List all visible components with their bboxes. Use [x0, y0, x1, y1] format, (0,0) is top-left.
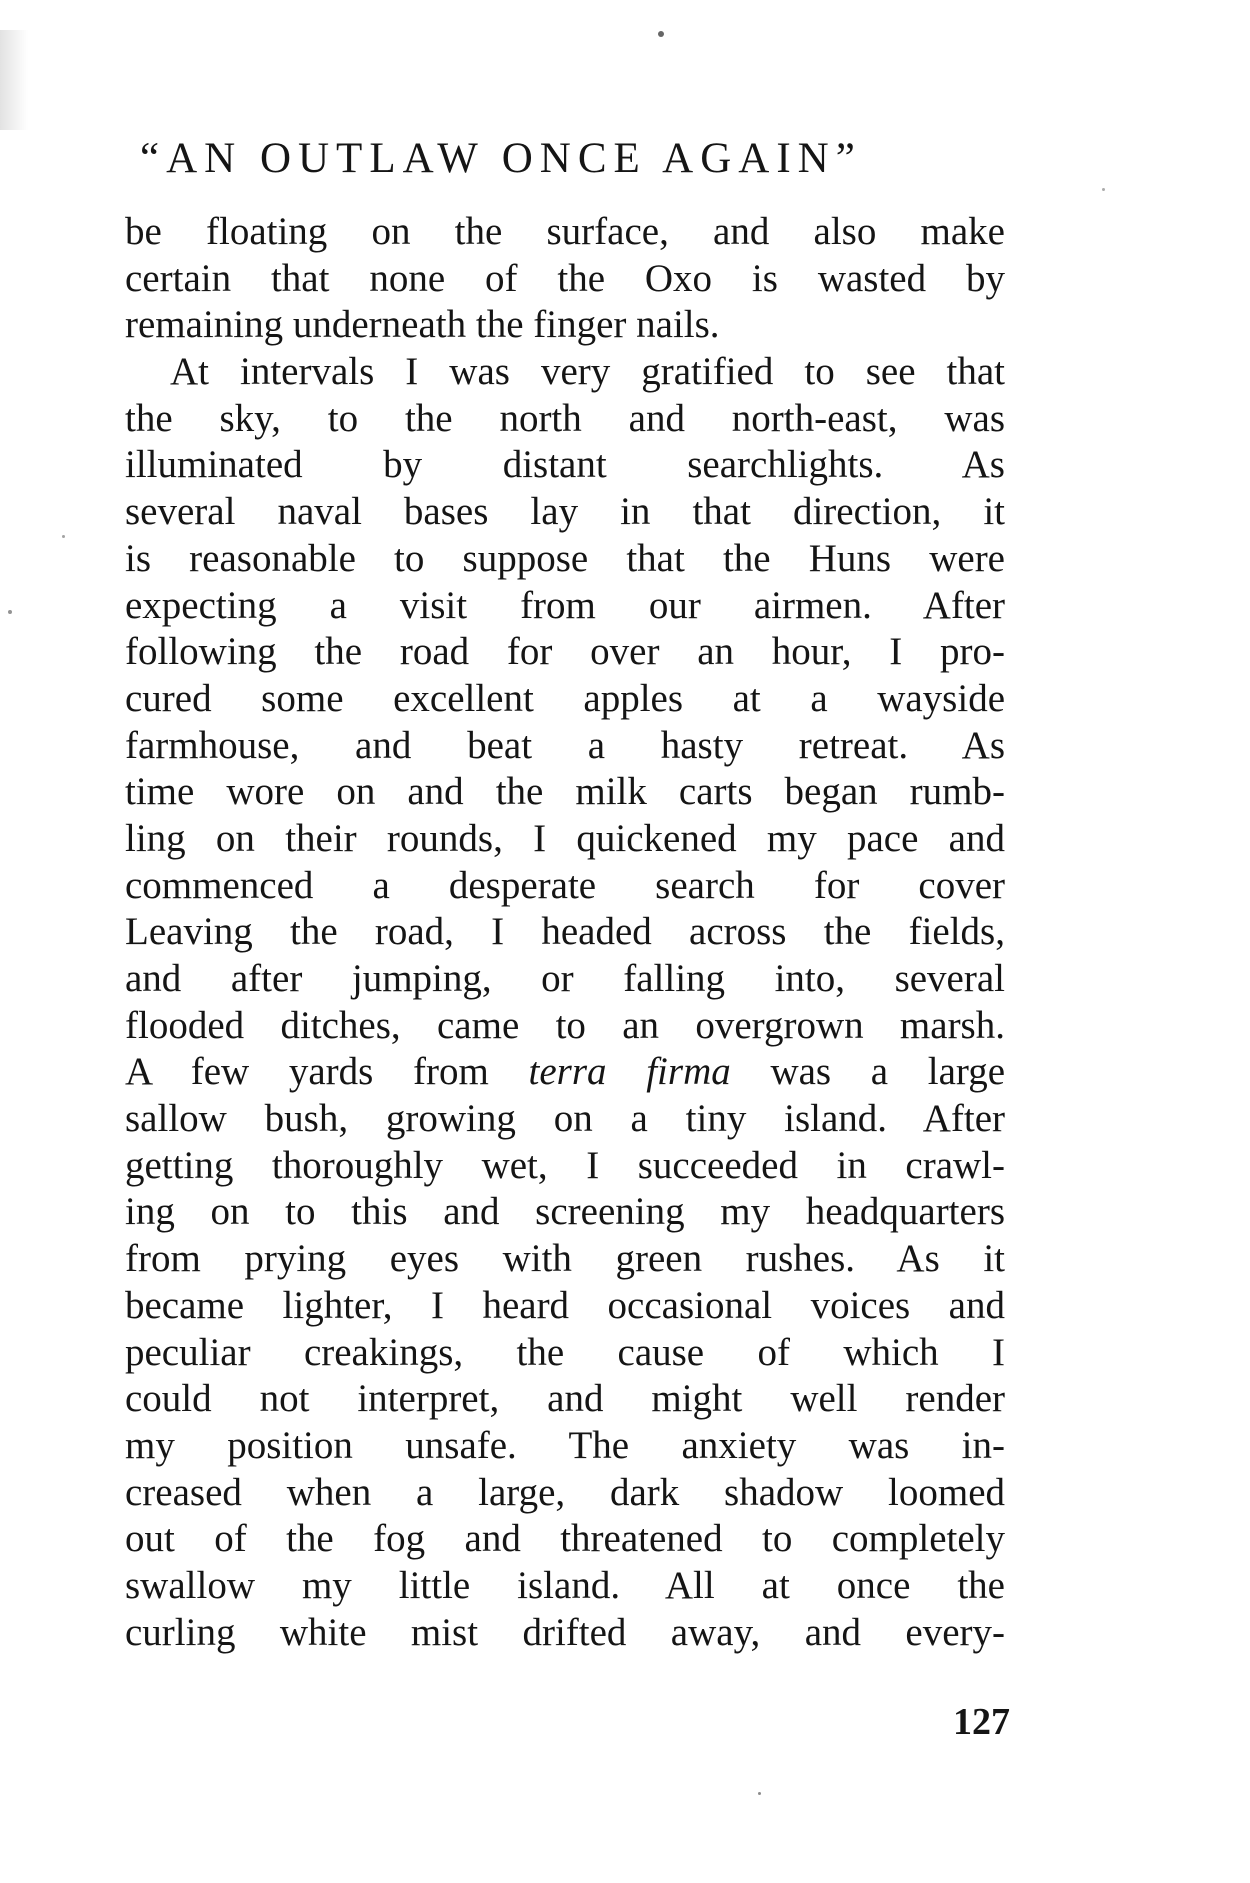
text-line: following the road for over an hour, I pro- — [125, 630, 1005, 674]
text-line: sallow bush, growing on a tiny island. After — [125, 1097, 1005, 1141]
text-line: peculiar creakings, the cause of which I — [125, 1330, 1005, 1374]
text-line: flooded ditches, came to an overgrown marsh. — [125, 1003, 1005, 1047]
text-line: swallow my little island. All at once the — [125, 1563, 1005, 1607]
scan-speck — [8, 610, 12, 614]
scan-speck — [658, 31, 664, 37]
text-line: several naval bases lay in that direction, it — [125, 490, 1005, 534]
text-line: curling white mist drifted away, and every- — [125, 1610, 1005, 1654]
scan-speck — [758, 1792, 761, 1795]
scan-speck — [62, 535, 65, 538]
page-number: 127 — [953, 1701, 1010, 1743]
text-line: creased when a large, dark shadow loomed — [125, 1470, 1005, 1514]
text-line: and after jumping, or falling into, several — [125, 957, 1005, 1000]
scan-speck — [1102, 188, 1105, 191]
text-line: getting thoroughly wet, I succeeded in crawl- — [125, 1143, 1005, 1187]
text-line: illuminated by distant searchlights. As — [125, 443, 1005, 487]
scan-shadow — [0, 30, 28, 130]
text-line: the sky, to the north and north-east, was — [125, 396, 1005, 440]
running-header: “AN OUTLAW ONCE AGAIN” — [140, 135, 862, 182]
text-line: is reasonable to suppose that the Huns were — [125, 536, 1005, 580]
text-line: time wore on and the milk carts began rumb- — [125, 770, 1005, 814]
text-line: my position unsafe. The anxiety was in- — [125, 1423, 1005, 1467]
italic-phrase: terra firma — [528, 1050, 731, 1094]
text-line: expecting a visit from our airmen. After — [125, 583, 1005, 627]
text-line: ling on their rounds, I quickened my pace and — [125, 816, 1005, 860]
text-line: farmhouse, and beat a hasty retreat. As — [125, 723, 1005, 767]
text-line: ing on to this and screening my headquarters — [125, 1190, 1005, 1234]
text-fragment: A few yards from — [125, 1050, 489, 1094]
text-line: certain that none of the Oxo is wasted by — [125, 256, 1005, 300]
body-text — [125, 209, 1005, 1656]
text-line: be floating on the surface, and also make — [125, 210, 1005, 253]
text-line: Leaving the road, I headed across the fields, — [125, 910, 1005, 954]
text-line: commenced a desperate search for cover — [125, 863, 1005, 907]
text-line-with-italic — [125, 1049, 1005, 1096]
text-line: became lighter, I heard occasional voices and — [125, 1283, 1005, 1327]
paragraph-start-line: At intervals I was very gratified to see that — [170, 350, 1005, 394]
text-line: cured some excellent apples at a wayside — [125, 676, 1005, 720]
text-line: remaining underneath the finger nails. — [125, 303, 720, 347]
text-fragment: was a large — [770, 1050, 1006, 1094]
text-line: out of the fog and threatened to completely — [125, 1517, 1005, 1561]
text-line: from prying eyes with green rushes. As it — [125, 1237, 1005, 1281]
text-line: could not interpret, and might well render — [125, 1377, 1005, 1421]
